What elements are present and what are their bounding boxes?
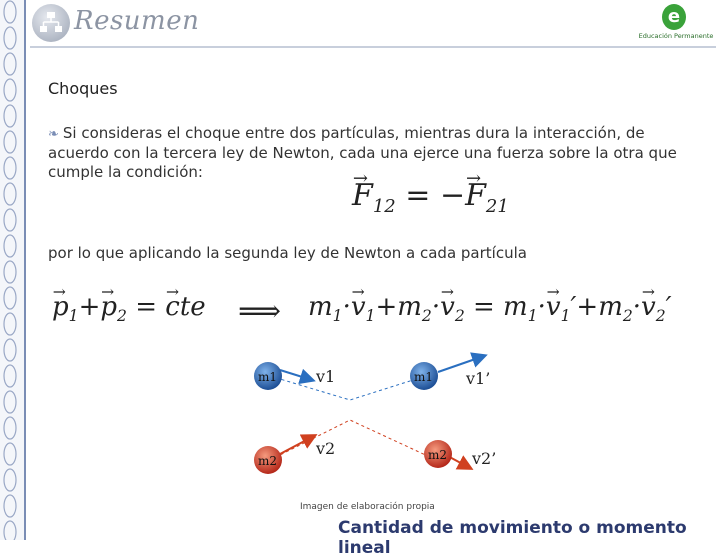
label-m2: m2 bbox=[258, 454, 278, 468]
page-title: Resumen bbox=[74, 6, 200, 36]
formula-third-law: → $F_{12}$ = −→ $F_{21}$ bbox=[352, 178, 509, 217]
header-divider bbox=[30, 46, 716, 48]
label-m1: m1 bbox=[258, 370, 278, 384]
paragraph-collision-text: Si consideras el choque entre dos partículas, mientras dura la interacción, de acuerdo con la tercera ley de Newton, cada una ejerce una fuerza sobre la otra que cumple la condición: bbox=[48, 124, 677, 181]
binder-edge bbox=[24, 0, 26, 540]
brand-logo bbox=[636, 4, 716, 46]
label-v2: v2 bbox=[316, 439, 336, 458]
blue-path bbox=[270, 374, 432, 400]
label-v1p: v1’ bbox=[466, 369, 491, 388]
formula-velocities: $m_1\cdot\to v_1+m_2\cdot\to v_2 = m_1\cdot\to v_1'+m_2\cdot\to v_2'$ bbox=[308, 292, 672, 325]
v2-arrow bbox=[280, 436, 314, 454]
formula-momentum-conservation: → $p_1+\to p_2$ = → cte bbox=[52, 292, 206, 325]
implies-arrow-icon: ⟹ bbox=[238, 294, 282, 329]
footer-title: Cantidad de movimiento o momento lineal bbox=[338, 518, 687, 558]
sitemap-icon[interactable] bbox=[32, 4, 70, 42]
label-v1: v1 bbox=[316, 367, 336, 386]
brand-logo-icon: e bbox=[662, 4, 686, 30]
label-m2-after: m2 bbox=[428, 448, 448, 462]
label-v2p: v2’ bbox=[472, 449, 497, 468]
section-title: Choques bbox=[48, 79, 118, 98]
label-m1-after: m1 bbox=[414, 370, 434, 384]
bullet-icon: ❧ bbox=[48, 127, 59, 142]
red-path bbox=[270, 420, 432, 460]
image-caption: Imagen de elaboración propia bbox=[300, 502, 435, 512]
collision-diagram bbox=[240, 340, 520, 480]
binder-rings-graphic bbox=[0, 0, 26, 540]
paragraph-second-law: por lo que aplicando la segunda ley de Newton a cada partícula bbox=[48, 244, 527, 262]
brand-logo-text: Educación Permanente bbox=[638, 32, 714, 40]
v1-arrow bbox=[280, 370, 312, 380]
binder-rings bbox=[0, 0, 26, 540]
